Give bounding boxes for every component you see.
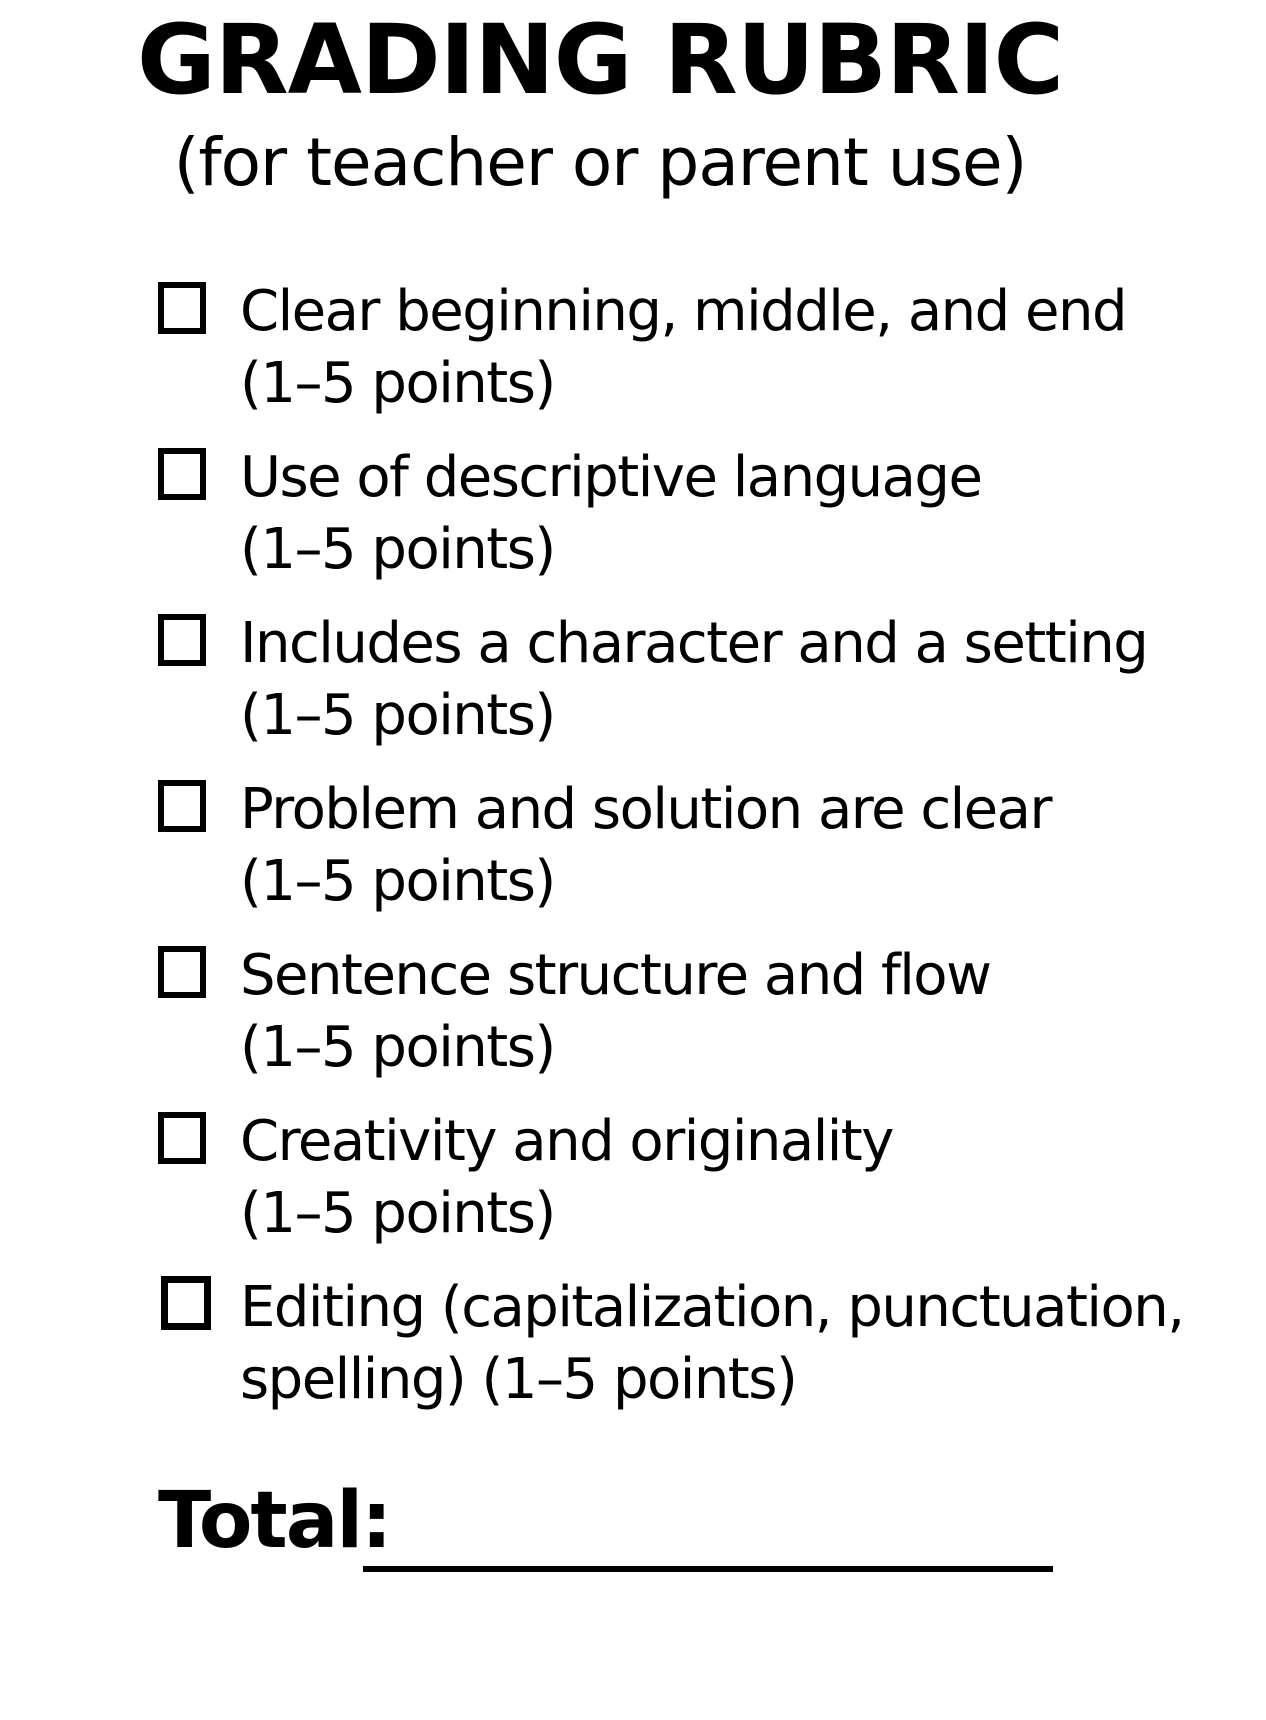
criterion-text [240,1106,1230,1250]
criterion-checkbox[interactable] [158,1112,206,1164]
criterion-label: Editing (capitalization, punctuation, [240,1275,1184,1340]
criterion-points: (1–5 points) [240,849,555,914]
criterion-label: Clear beginning, middle, and end [240,279,1127,344]
criterion-points: (1–5 points) [240,1181,555,1246]
page-title: GRADING RUBRIC [136,4,1064,116]
criterion-item [158,1106,1218,1272]
criterion-item [158,276,1218,442]
total-answer-line[interactable] [363,1566,1053,1572]
criterion-checkbox[interactable] [158,448,206,500]
criterion-label: Problem and solution are clear [240,777,1051,842]
criterion-text [240,1272,1230,1416]
criterion-points: (1–5 points) [240,517,555,582]
criterion-points: spelling) (1–5 points) [240,1347,797,1412]
criterion-item [158,608,1218,774]
criterion-text [240,940,1230,1084]
page-subtitle: (for teacher or parent use) [173,124,1027,201]
total-label: Total: [158,1476,391,1566]
criterion-text [240,276,1230,420]
criterion-label: Creativity and originality [240,1109,893,1174]
criterion-points: (1–5 points) [240,351,555,416]
criterion-label: Includes a character and a setting [240,611,1148,676]
criterion-checkbox[interactable] [158,282,206,334]
criterion-text [240,442,1230,586]
criteria-list [158,276,1218,1438]
criterion-item [158,774,1218,940]
criterion-item [158,1272,1218,1438]
criterion-points: (1–5 points) [240,683,555,748]
criterion-checkbox[interactable] [158,946,206,998]
criterion-item [158,442,1218,608]
criterion-points: (1–5 points) [240,1015,555,1080]
total-row [158,1476,1058,1582]
criterion-checkbox[interactable] [158,614,206,666]
criterion-checkbox[interactable] [161,1276,211,1330]
criterion-checkbox[interactable] [158,780,206,832]
criterion-text [240,608,1230,752]
criterion-label: Use of descriptive language [240,445,982,510]
criterion-item [158,940,1218,1106]
criterion-label: Sentence structure and flow [240,943,991,1008]
criterion-text [240,774,1230,918]
